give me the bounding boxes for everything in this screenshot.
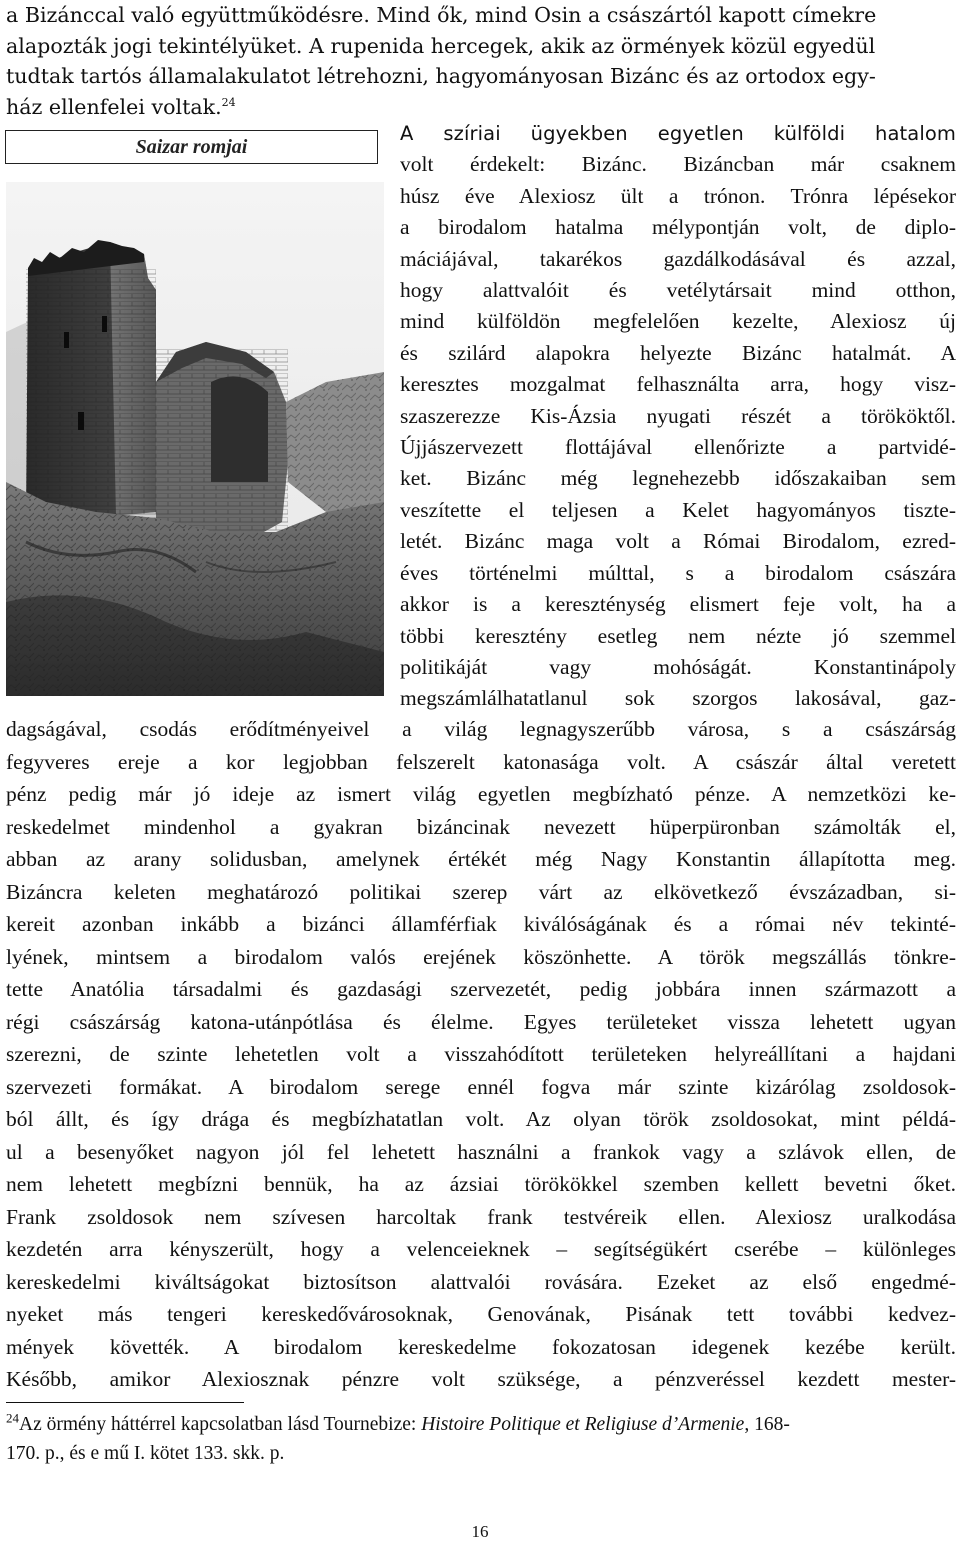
text-line: hogy alattvalóit és vetélytársait mind otthon, [400, 278, 956, 303]
text-line: lyének, mintsem a birodalom valós erejének köszönhette. A török megszállás tönkre- [6, 944, 956, 969]
footnote [6, 1410, 956, 1468]
text-line: nyeket más tengeri kereskedővárosoknak, Genovának, Pisának tett további kedvez- [6, 1302, 956, 1326]
text-line: szerezni, de szinte lehetetlen volt a visszahódított területeken helyreállítani a hajdani [6, 1042, 956, 1066]
text-line: ket. Bizánc még legnehezebb időszakaiban sem [400, 466, 956, 491]
text-line: ból állt, és így drága és megbízhatatlan volt. Az olyan török zsoldosokat, mint példá- [6, 1107, 956, 1131]
figure-caption: Saizar romjai [5, 130, 378, 164]
text-line: máciájával, takarékos gazdálkodásával és azzal, [400, 246, 956, 271]
text-line: Frank zsoldosok nem szívesen harcoltak frank testvéreik ellen. Alexiosz uralkodása [6, 1204, 956, 1229]
text-line: letét. Bizánc maga volt a Római Birodalom, ezred- [400, 529, 956, 554]
text-line: kezdetén arra kényszerült, hogy a velenceieknek – segítségükért cserébe – különleges [6, 1237, 956, 1261]
text-line: és szilárd alapokra helyezte Bizánc hatalmát. A [400, 340, 956, 365]
text-line: veszítette el teljesen a Kelet hagyományos tiszte- [400, 497, 956, 522]
text-line: húsz éve Alexiosz ült a trónon. Trónra lépésekor [400, 183, 956, 208]
top-paragraph [6, 0, 954, 122]
footnote-text: Az örmény háttérrel kapcsolatban lásd Tournebize: [19, 1414, 422, 1435]
text-line-content: ház ellenfelei voltak. [6, 94, 222, 119]
text-line: ul a besenyőket nagyon jól fel lehetett használni a frankok vagy a szlávok ellen, de [6, 1139, 956, 1164]
text-line: keresztes mozgalmat felhasználta arra, hogy visz- [400, 372, 956, 397]
page-number: 16 [471, 1522, 489, 1541]
footnote-book-title: Histoire Politique et Religiuse d’Armenie [421, 1414, 745, 1435]
text-line: kereit azonban inkább a bizánci államférfiak kiválóságának és a római név tekinté- [6, 912, 956, 936]
text-line: A szíriai ügyekben egyetlen külföldi hatalom [400, 122, 956, 145]
footnote-line: 170. p., és e mű I. kötet 133. skk. p. [6, 1443, 285, 1464]
footnote-reference: 24 [221, 95, 236, 109]
text-line: többi keresztény esetleg nem nézte jó szemmel [400, 623, 956, 648]
text-line: kereskedelmi kiváltságokat biztosítson alattvalói rovására. Ezeket az első engedmé- [6, 1269, 956, 1294]
text-line: pénz pedig már jó ideje az ismert világ egyetlen megbízható pénze. A nemzetközi ke- [6, 782, 956, 806]
text-line: mind külföldön megfelelően kezelte, Alexiosz új [400, 309, 956, 334]
text-line: abban az arany solidusban, amelynek értékét még Nagy Konstantin állapította meg. [6, 847, 956, 871]
main-paragraph [6, 713, 956, 1396]
text-line: fegyveres ereje a kor legjobban felszerelt katonasága volt. A császár által veretett [6, 749, 956, 774]
text-line: volt érdekelt: Bizánc. Bizáncban már csaknem [400, 152, 956, 177]
text-line: a Bizánccal való együttműködésre. Mind ők, mind Osin a császártól kapott címekre [6, 3, 877, 27]
text-line: a birodalom hatalma mélypontján volt, de diplo- [400, 215, 956, 240]
text-line: reskedelmet mindenhol a gyakran bizáncinak nevezett hüperpüronban számolták el, [6, 814, 956, 839]
text-line: Újjászervezett flottájával ellenőrizte a partvidé- [400, 435, 956, 460]
footnote-pages: , 168- [744, 1414, 790, 1435]
text-line: régi császárság katona-utánpótlása és élelme. Egyes területeket vissza lehetett ugyan [6, 1009, 956, 1034]
text-line: megszámlálhatatlanul sok szorgos lakosával, gaz- [400, 686, 956, 711]
text-line: politikáját vagy mohóságát. Konstantinápoly [400, 654, 956, 679]
footnote-divider [6, 1402, 244, 1403]
text-line: akkor is a kereszténység elismert feje volt, ha a [400, 592, 956, 617]
text-line: tudtak tartós államalakulatot létrehozni, hagyományosan Bizánc és az ortodox egy- [6, 64, 876, 89]
text-line: Bizáncra keleten meghatározó politikai szerep várt az elkövetkező évszázadban, si- [6, 879, 956, 904]
side-paragraph [400, 118, 956, 715]
footnote-number: 24 [6, 1410, 19, 1426]
text-line: dagságával, csodás erődítményeivel a világ legnagyszerűbb városa, s a császárság [6, 717, 956, 741]
text-line: mények követték. A birodalom kereskedelme fokozatosan idegenek kezébe került. [6, 1334, 956, 1359]
text-line: szaszerezze Kis-Ázsia nyugati részét a törököktől. [400, 403, 956, 428]
text-line: Később, amikor Alexiosznak pénzre volt szüksége, a pénzveréssel kezdett mester- [6, 1367, 956, 1391]
text-line: tette Anatólia társadalmi és gazdasági szervezetét, pedig jobbára innen származott a [6, 977, 956, 1001]
text-line: éves történelmi múlttal, s a birodalom császára [400, 560, 956, 585]
ruins-photo [6, 182, 384, 696]
text-line: szervezeti formákat. A birodalom serege ennél fogva már szinte kizárólag zsoldosok- [6, 1074, 956, 1099]
footnote-line [6, 1410, 956, 1439]
text-line: nem lehetett megbízni bennük, ha az ázsiai törökökkel szemben kellett bevetni őket. [6, 1172, 956, 1196]
text-line: alapozták jogi tekintélyüket. A rupenida hercegek, akik az örmények közül egyedül [6, 33, 876, 58]
